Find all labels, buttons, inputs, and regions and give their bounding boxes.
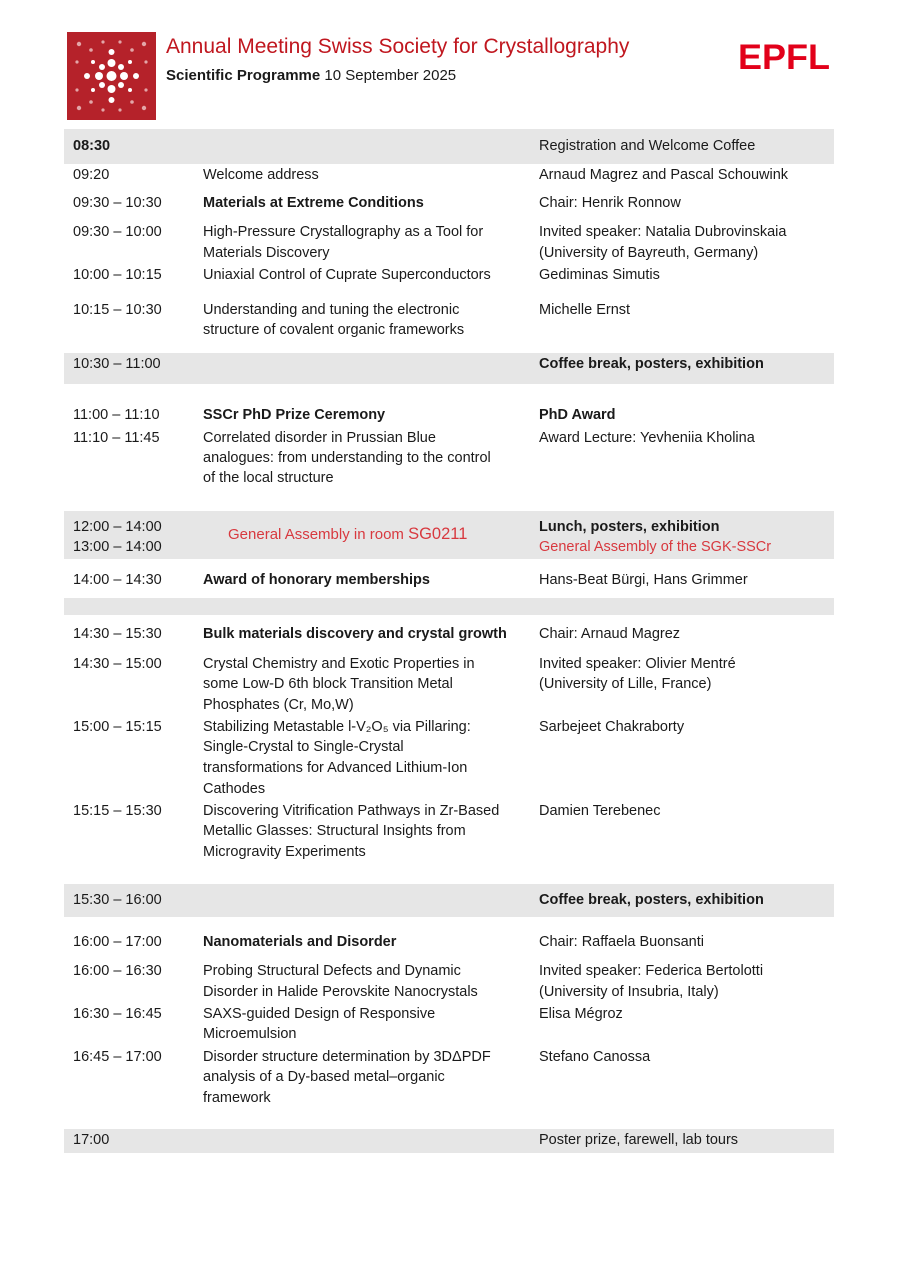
time-1100: 11:00 – 11:10	[73, 407, 160, 423]
talk-1515-line3: Microgravity Experiments	[203, 844, 366, 860]
speaker-1000: Gediminas Simutis	[539, 267, 660, 283]
speaker-1515: Damien Terebenec	[539, 803, 661, 819]
general-assembly-note	[228, 525, 467, 544]
talk-1645-line3: framework	[203, 1090, 271, 1106]
talk-1515-line1: Discovering Vitrification Pathways in Zr-Based	[203, 803, 500, 819]
talk-1645-line2: analysis of a Dy-based metal–organic	[203, 1069, 445, 1085]
talk-0930-line1: High-Pressure Crystallography as a Tool for	[203, 224, 484, 240]
talk-1430-line1: Crystal Chemistry and Exotic Properties in	[203, 656, 475, 672]
speaker-1600-line1: Invited speaker: Federica Bertolotti	[539, 963, 764, 979]
chair-bulk: Chair: Arnaud Magrez	[539, 626, 681, 642]
time-1700: 17:00	[73, 1132, 110, 1148]
time-1530: 15:30 – 16:00	[73, 892, 162, 908]
info-1530: Coffee break, posters, exhibition	[539, 892, 764, 908]
info-1400: Hans-Beat Bürgi, Hans Grimmer	[539, 572, 748, 588]
speaker-0930-line2: (University of Bayreuth, Germany)	[539, 245, 759, 261]
info-1700: Poster prize, farewell, lab tours	[539, 1132, 739, 1148]
time-1000: 10:00 – 10:15	[73, 267, 162, 283]
speaker-0930-line1: Invited speaker: Natalia Dubrovinskaia	[539, 224, 787, 240]
session-title-extreme: Materials at Extreme Conditions	[203, 195, 424, 211]
time-1500: 15:00 – 15:15	[73, 719, 162, 735]
talk-1110-line2: analogues: from understanding to the control	[203, 450, 491, 466]
talk-1430-line3: Phosphates (Cr, Mo,W)	[203, 697, 354, 713]
time-session-extreme: 09:30 – 10:30	[73, 195, 162, 211]
talk-1000: Uniaxial Control of Cuprate Superconductors	[203, 267, 491, 283]
time-0830: 08:30	[73, 138, 111, 154]
talk-1600-line1: Probing Structural Defects and Dynamic	[203, 963, 461, 979]
info-1200: Lunch, posters, exhibition	[539, 519, 720, 535]
talk-1500-line2: Single-Crystal to Single-Crystal	[203, 739, 404, 755]
session-title-nano: Nanomaterials and Disorder	[203, 934, 397, 950]
time-1645: 16:45 – 17:00	[73, 1049, 162, 1065]
session-title-phd: SSCr PhD Prize Ceremony	[203, 407, 386, 423]
chair-extreme: Chair: Henrik Ronnow	[539, 195, 681, 211]
subtitle-date: 10 September 2025	[324, 67, 457, 84]
time-1300: 13:00 – 14:00	[73, 539, 162, 555]
speaker-1110: Award Lecture: Yevheniia Kholina	[539, 430, 755, 446]
sscr-logo	[67, 32, 156, 120]
ga-text: General Assembly in room	[228, 526, 404, 543]
time-session-bulk: 14:30 – 15:30	[73, 626, 162, 642]
speaker-1630: Elisa Mégroz	[539, 1006, 623, 1022]
info-1300: General Assembly of the SGK-SSCr	[539, 539, 772, 555]
time-1400: 14:00 – 14:30	[73, 572, 162, 588]
talk-1110-line3: of the local structure	[203, 470, 334, 486]
speaker-1645: Stefano Canossa	[539, 1049, 651, 1065]
talk-1500-line4: Cathodes	[203, 781, 266, 797]
session-title-bulk: Bulk materials discovery and crystal growth	[203, 626, 507, 642]
time-1110: 11:10 – 11:45	[73, 430, 160, 446]
time-1630: 16:30 – 16:45	[73, 1006, 162, 1022]
time-1200: 12:00 – 14:00	[73, 519, 162, 535]
time-1430: 14:30 – 15:00	[73, 656, 162, 672]
time-0930: 09:30 – 10:00	[73, 224, 162, 240]
epfl-logo-text: EPFL	[738, 42, 830, 70]
talk-1110-line1: Correlated disorder in Prussian Blue	[203, 430, 436, 446]
talk-1630-line2: Microemulsion	[203, 1026, 297, 1042]
talk-1500-line1: Stabilizing Metastable l-V₂O₅ via Pillaring:	[203, 719, 471, 735]
page-subtitle	[166, 67, 456, 84]
time-1600: 16:00 – 16:30	[73, 963, 162, 979]
speaker-1500: Sarbejeet Chakraborty	[539, 719, 685, 735]
talk-1015-line2: structure of covalent organic frameworks	[203, 322, 465, 338]
talk-1515-line2: Metallic Glasses: Structural Insights from	[203, 823, 466, 839]
speaker-1430-line1: Invited speaker: Olivier Mentré	[539, 656, 736, 672]
band-spacer	[64, 598, 834, 615]
speaker-0920: Arnaud Magrez and Pascal Schouwink	[539, 167, 789, 183]
ga-room: SG0211	[408, 525, 468, 543]
info-0830: Registration and Welcome Coffee	[539, 138, 756, 154]
talk-0930-line2: Materials Discovery	[203, 245, 330, 261]
talk-1015-line1: Understanding and tuning the electronic	[203, 302, 460, 318]
session-title-honorary: Award of honorary memberships	[203, 572, 430, 588]
time-session-nano: 16:00 – 17:00	[73, 934, 162, 950]
info-1030: Coffee break, posters, exhibition	[539, 356, 764, 372]
speaker-1015: Michelle Ernst	[539, 302, 631, 318]
speaker-1430-line2: (University of Lille, France)	[539, 676, 712, 692]
talk-1630-line1: SAXS-guided Design of Responsive	[203, 1006, 436, 1022]
talk-1500-line3: transformations for Advanced Lithium-Ion	[203, 760, 468, 776]
talk-1600-line2: Disorder in Halide Perovskite Nanocrystals	[203, 984, 478, 1000]
time-0920: 09:20	[73, 167, 110, 183]
info-1100: PhD Award	[539, 407, 616, 423]
speaker-1600-line2: (University of Insubria, Italy)	[539, 984, 719, 1000]
time-1515: 15:15 – 15:30	[73, 803, 162, 819]
subtitle-label: Scientific Programme	[166, 67, 321, 84]
talk-1430-line2: some Low-D 6th block Transition Metal	[203, 676, 453, 692]
talk-1645-line1: Disorder structure determination by 3DΔPDF	[203, 1049, 491, 1065]
epfl-logo	[738, 42, 830, 70]
title-0920: Welcome address	[203, 167, 319, 183]
time-1015: 10:15 – 10:30	[73, 302, 162, 318]
time-1030: 10:30 – 11:00	[73, 356, 161, 372]
chair-nano: Chair: Raffaela Buonsanti	[539, 934, 704, 950]
page-title: Annual Meeting Swiss Society for Crystallography	[166, 35, 630, 58]
